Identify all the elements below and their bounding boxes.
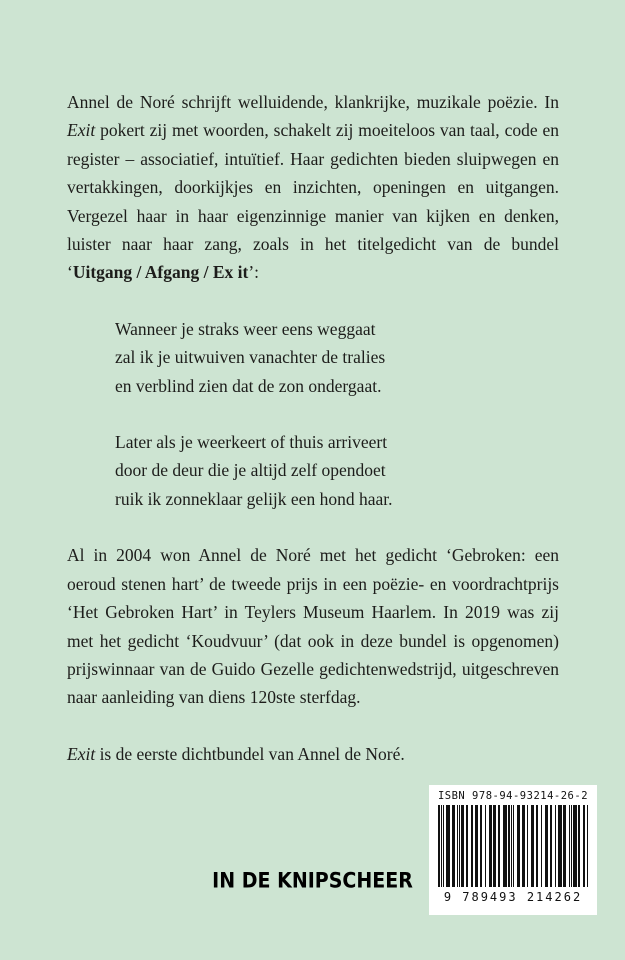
book-title-italic: Exit (67, 120, 96, 141)
intro-text-1: Annel de Noré schrijft welluidende, klankrijke, muzikale poëzie. In (67, 92, 559, 112)
poem-stanza-1 (115, 315, 559, 400)
barcode-number: 9 789493 214262 (443, 890, 583, 904)
isbn-label: ISBN 978-94-93214-26-2 (437, 790, 589, 802)
poem-title-bold: Uitgang / Afgang / Ex it (72, 262, 249, 283)
poem-line: ruik ik zonneklaar gelijk een hond haar. (115, 488, 393, 509)
poem-line: Wanneer je straks weer eens weggaat (115, 318, 376, 339)
poem-stanza-2 (115, 428, 559, 513)
bio-paragraph: Al in 2004 won Annel de Noré met het gedicht ‘Gebroken: een oeroud stenen hart’ de tweede prijs in een poëzie- en voordrachtprijs ‘Het Gebroken Hart’ in Teylers Museum Haarlem. In 2019 was zij met het gedicht ‘Koudvuur’ (dat ook in deze bundel is opgenomen) prijswinnaar van de Guido Gezelle gedichtenwedstrijd, uitgeschreven naar aanleiding van diens 120ste sterfdag. (67, 545, 559, 708)
poem-line: en verblind zien dat de zon ondergaat. (115, 375, 382, 396)
poem-line: door de deur die je altijd zelf opendoet (115, 460, 386, 481)
intro-text-2: pokert zij met woorden, schakelt zij moeiteloos van taal, code en register – associatief, intuïtief. Haar gedichten bieden sluipwegen en vertakkingen, doorkijkjes en inzichten, openingen en uitgangen. Vergezel haar in haar eigenzinnige manier van kijken en denken, luister naar haar zang, zoals in het titelgedicht van de bundel ‘ (67, 120, 559, 283)
poem-line: zal ik je uitwuiven vanachter de tralies (115, 347, 386, 368)
book-title-italic: Exit (67, 743, 96, 764)
intro-paragraph (67, 88, 559, 287)
poem-quote (115, 315, 559, 513)
closing-text: is de eerste dichtbundel van Annel de Noré. (95, 743, 405, 764)
barcode-image (438, 805, 588, 887)
publisher-logo: IN DE KNIPSCHEER (212, 868, 413, 894)
intro-text-3: ’: (248, 262, 260, 283)
closing-paragraph (67, 740, 559, 768)
barcode-panel (429, 785, 597, 915)
blurb-text-block (67, 88, 559, 768)
poem-line: Later als je weerkeert of thuis arriveert (115, 432, 388, 453)
